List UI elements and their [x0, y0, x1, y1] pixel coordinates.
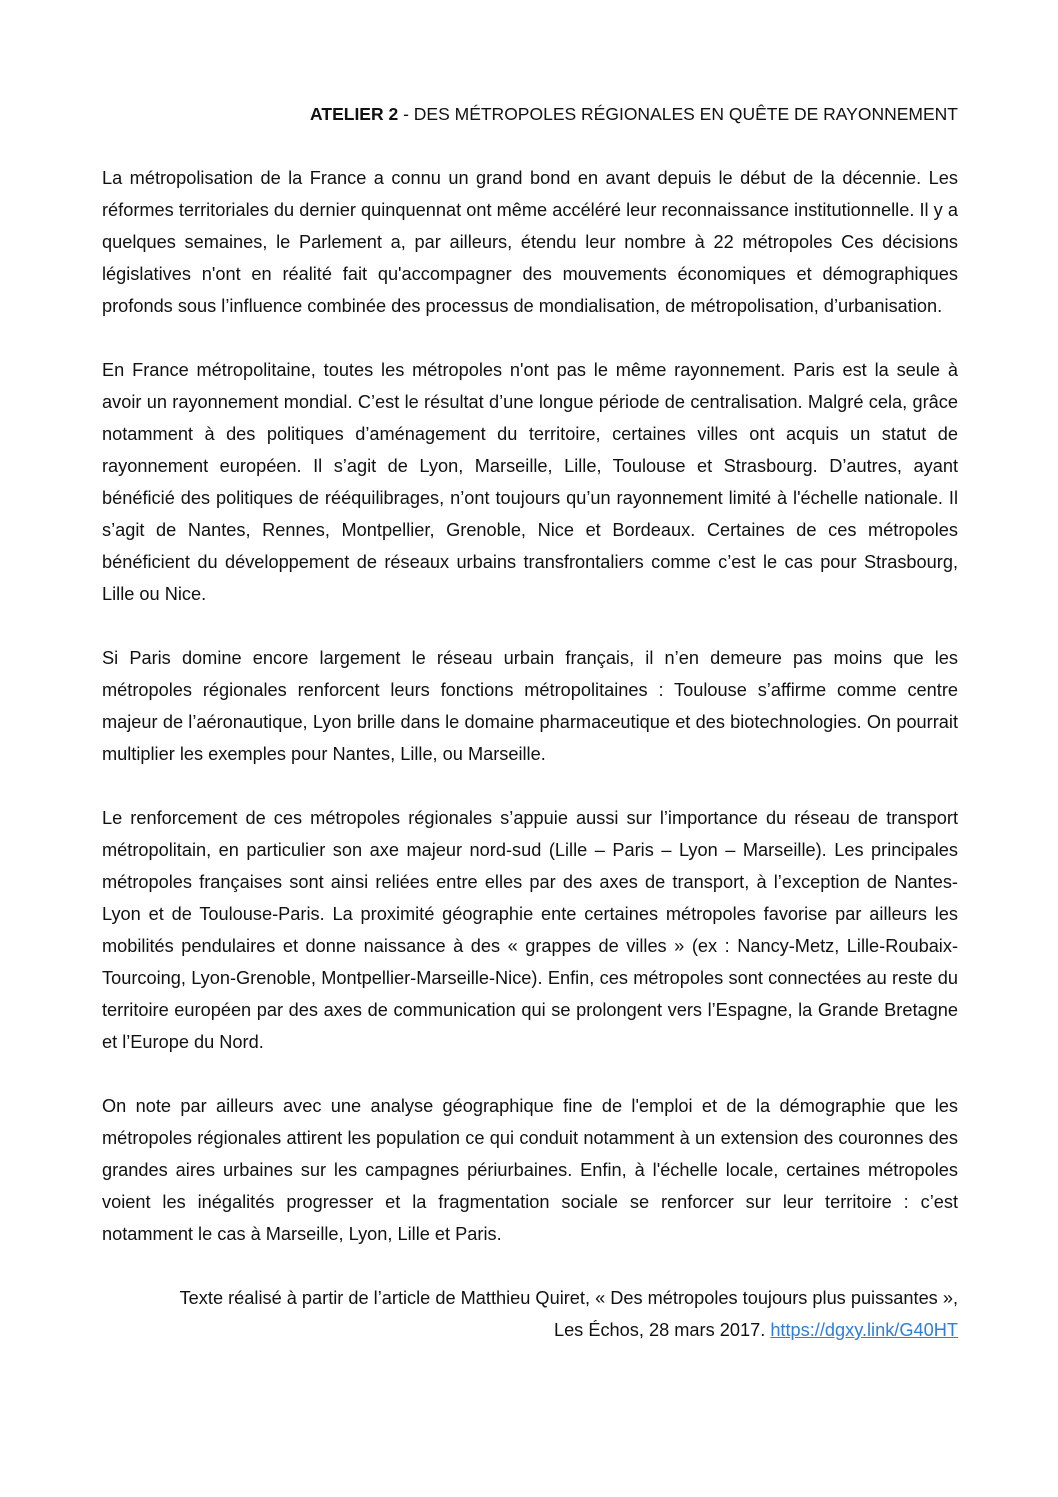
source-citation [102, 1282, 958, 1346]
document-page [102, 98, 958, 1346]
paragraph-3: Si Paris domine encore largement le réseau urbain français, il n’en demeure pas moins que les métropoles régionales renforcent leurs fonctions métropolitaines : Toulouse s’affirme comme centre majeur de l’aéronautique, Lyon brille dans le domaine pharmaceutique et des biotechnologies. On pourrait multiplier les exemples pour Nantes, Lille, ou Marseille. [102, 648, 958, 764]
source-link[interactable]: https://dgxy.link/G40HT [770, 1320, 958, 1340]
paragraph-1: La métropolisation de la France a connu un grand bond en avant depuis le début de la décennie. Les réformes territoriales du dernier quinquennat ont même accéléré leur reconnaissance institutionnelle. Il y a quelques semaines, le Parlement a, par ailleurs, étendu leur nombre à 22 métropoles Ces décisions législatives n'ont en réalité fait qu'accompagner des mouvements économiques et démographiques profonds sous l’influence combinée des processus de mondialisation, de métropolisation, d’urbanisation. [102, 168, 958, 316]
paragraph-5: On note par ailleurs avec une analyse géographique fine de l'emploi et de la démographie que les métropoles régionales attirent les population ce qui conduit notamment à un extension des couronnes des grandes aires urbaines sur les campagnes périurbaines. Enfin, à l'échelle locale, certaines métropoles voient les inégalités progresser et la fragmentation sociale se renforcer sur leur territoire : c’est notamment le cas à Marseille, Lyon, Lille et Paris. [102, 1096, 958, 1244]
title-text: - DES MÉTROPOLES RÉGIONALES EN QUÊTE DE RAYONNEMENT [398, 104, 958, 124]
source-publication: Les Échos, 28 mars 2017. [553, 1320, 771, 1340]
source-citation-line-2 [102, 1314, 958, 1346]
paragraph-2: En France métropolitaine, toutes les métropoles n'ont pas le même rayonnement. Paris est la seule à avoir un rayonnement mondial. C’est le résultat d’une longue période de centralisation. Malgré cela, grâce notamment à des politiques d’aménagement du territoire, certaines villes ont acquis un statut de rayonnement européen. Il s’agit de Lyon, Marseille, Lille, Toulouse et Strasbourg. D’autres, ayant bénéficié des politiques de rééquilibrages, n’ont toujours qu’un rayonnement limité à l'échelle nationale. Il s’agit de Nantes, Rennes, Montpellier, Grenoble, Nice et Bordeaux. Certaines de ces métropoles bénéficient du développement de réseaux urbains transfrontaliers comme c’est le cas pour Strasbourg, Lille ou Nice. [102, 360, 958, 604]
page-title [102, 98, 958, 130]
source-citation-line-1: Texte réalisé à partir de l’article de Matthieu Quiret, « Des métropoles toujours plus puissantes », [179, 1288, 958, 1308]
paragraph-4: Le renforcement de ces métropoles régionales s’appuie aussi sur l’importance du réseau de transport métropolitain, en particulier son axe majeur nord-sud (Lille – Paris – Lyon – Marseille). Les principales métropoles françaises sont ainsi reliées entre elles par des axes de transport, à l’exception de Nantes-Lyon et de Toulouse-Paris. La proximité géographie ente certaines métropoles favorise par ailleurs les mobilités pendulaires et donne naissance à des « grappes de villes » (ex : Nancy-Metz, Lille-Roubaix-Tourcoing, Lyon-Grenoble, Montpellier-Marseille-Nice). Enfin, ces métropoles sont connectées au reste du territoire européen par des axes de communication qui se prolongent vers l’Espagne, la Grande Bretagne et l’Europe du Nord. [102, 808, 958, 1052]
title-atelier-label: ATELIER 2 [310, 104, 399, 124]
